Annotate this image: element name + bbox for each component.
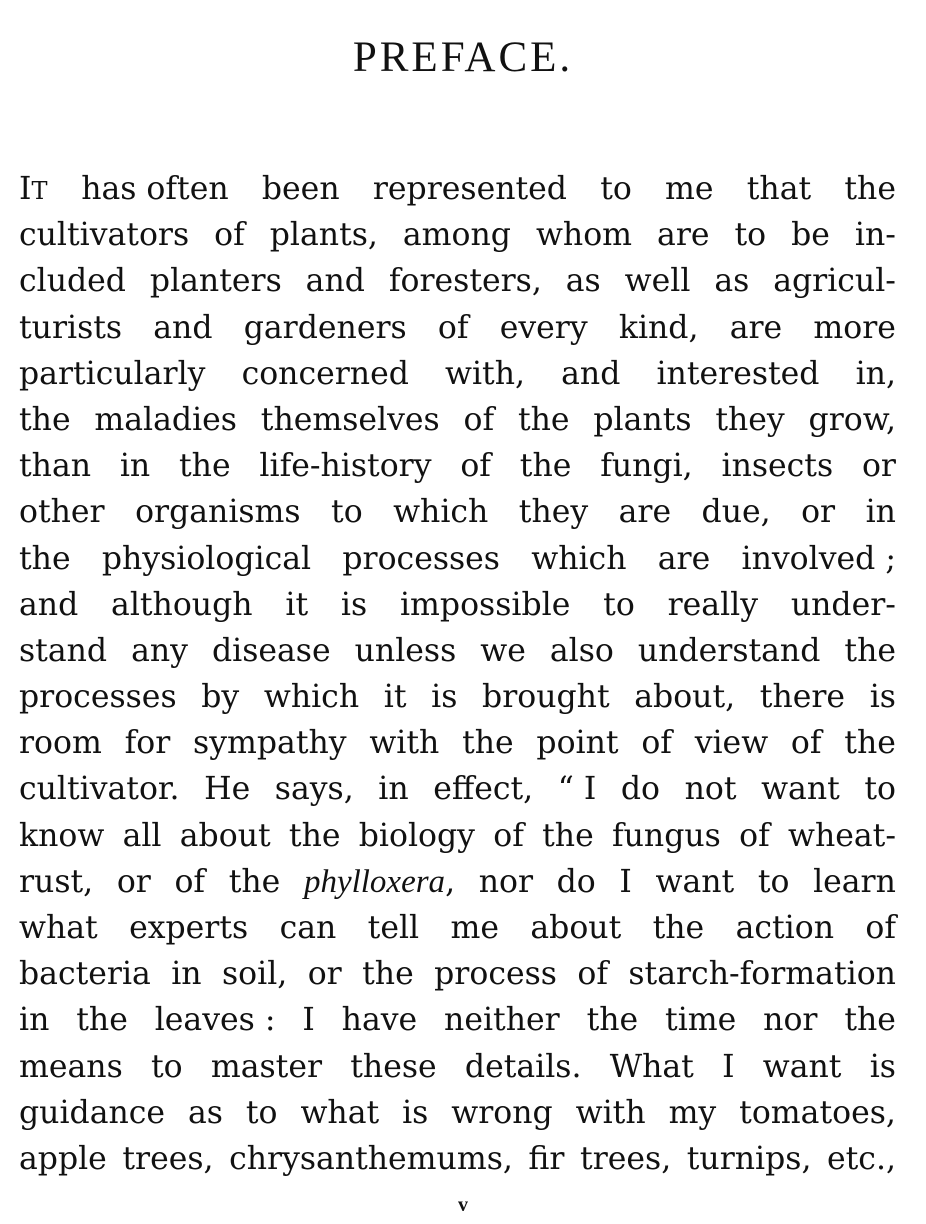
word: nor [763,1002,818,1039]
word: the [844,632,896,669]
text-line [19,397,896,443]
word: of [865,910,896,946]
word: bacteria [19,956,151,993]
word: I [722,1048,735,1085]
word: with [575,1094,646,1131]
word: want [761,771,840,808]
word: to [331,494,363,531]
word: to [734,217,767,254]
text-line [19,582,896,628]
text-line [19,813,896,859]
word: action [735,910,834,946]
word: do [620,771,661,808]
word: really [667,586,759,623]
word: trees, [122,1140,214,1177]
word: interested [656,355,820,392]
word: do [556,863,596,900]
word: He [204,771,251,808]
word: and [19,586,79,623]
word: means [19,1048,123,1085]
word: me [450,910,499,946]
word: point [536,725,619,762]
word: sympathy [193,725,347,762]
text-line [19,951,896,997]
word: particularly [19,355,206,392]
word: gardeners [243,309,407,346]
word: impossible [399,586,571,623]
word: more [813,309,896,346]
text-line [19,859,896,905]
word: that [746,171,812,207]
text-line [19,212,896,258]
word: I [302,1002,315,1039]
word: by [201,679,240,716]
word: it [383,679,407,716]
word: they [518,494,589,531]
word: want [762,1048,842,1085]
word: of [577,956,608,993]
preface-body [19,166,896,1182]
text-line [19,305,896,351]
word: is [340,586,368,623]
word: have [341,1002,418,1039]
word: been [261,171,340,207]
word: as [565,263,601,300]
word: about, [634,679,736,716]
word: whom [535,217,633,254]
word: of [790,725,822,762]
word: the [179,448,231,485]
word: process [434,956,557,993]
word: me [665,171,714,207]
word: experts [129,910,249,946]
word: concerned [241,355,409,392]
word: soil, [222,956,288,993]
text-line [19,905,896,951]
word: in [378,771,409,808]
word: cultivator. [19,771,180,808]
word: which [393,494,489,531]
word: about [179,817,271,854]
word: biology [358,817,475,854]
word: are [618,494,672,531]
word: of [460,448,491,485]
word: nor [478,863,534,900]
word: processes [19,679,177,716]
text-line [19,674,896,720]
word: rust, [19,863,94,900]
word: brought [482,679,610,716]
word: the [586,1002,639,1039]
word: stand [19,632,108,669]
word: although [111,586,253,623]
word: of [174,863,206,900]
word: view [694,725,769,762]
word: cultivators [19,217,190,254]
word: the [517,401,570,438]
word: and [561,355,621,392]
word: kind, [618,309,699,346]
word: than [19,448,92,485]
word: chrysanthemums, [229,1140,513,1177]
word: time [665,1002,737,1039]
word: IT [19,171,48,207]
word: to [757,863,790,900]
word: disease [211,632,331,669]
word: the [228,863,281,900]
word: organisms [135,494,301,531]
word: etc., [827,1140,896,1177]
word: in- [854,217,896,254]
word: foresters, [388,263,542,300]
word: life-history [259,448,432,485]
word: due, [701,494,771,531]
word: which [531,540,627,577]
word: also [549,632,614,669]
word: trees, [580,1140,672,1177]
word: insects [721,448,834,485]
word: want [655,863,735,900]
word: of [493,817,524,854]
word: the [19,401,71,438]
word: the [542,817,594,854]
word: guidance [19,1094,166,1131]
word: it [285,586,309,623]
word: of [463,401,495,438]
word: of [739,817,770,854]
word: the [76,1002,128,1039]
word: of [214,217,245,254]
word: I [619,863,632,900]
word: other [19,494,105,531]
word: they [715,401,785,438]
word: processes [342,540,500,577]
word: these [350,1048,437,1085]
word: any [131,632,188,669]
word: the [844,171,896,207]
word: “ I [557,771,597,808]
word: and [153,309,213,346]
word: for [124,725,171,762]
word: the [519,448,572,485]
word: the [288,817,341,854]
text-line [19,766,896,812]
word: neither [444,1002,560,1039]
word: under- [790,586,896,623]
word: or [801,494,836,531]
word: or [861,448,896,485]
page-number: v [458,1194,468,1216]
word: wrong [451,1094,553,1131]
word: themselves [260,401,440,438]
word: are [657,217,710,254]
word: in, [855,355,896,392]
word: in [865,494,896,531]
word: there [759,679,846,716]
word: be [791,217,830,254]
word: is [869,679,896,716]
text-line [19,720,896,766]
word: are [657,540,711,577]
text-line [19,166,896,212]
word: can [279,910,337,946]
word: effect, [433,771,534,808]
word: or [116,863,151,900]
word: represented [372,171,567,207]
word: my [668,1094,717,1131]
word: to [603,586,635,623]
text-line [19,536,896,582]
word: maladies [94,401,237,438]
word: which [263,679,360,716]
word: details. [464,1048,582,1085]
word: fir [528,1140,565,1177]
word: or [307,956,342,993]
text-line [19,258,896,304]
word: says, [274,771,354,808]
word: all [122,817,162,854]
word: tomatoes, [739,1094,896,1131]
text-line [19,1090,896,1136]
word: the [844,725,896,762]
word: in [119,448,151,485]
text-line [19,997,896,1043]
text-line [19,489,896,535]
word: tell [367,910,420,946]
word: planters [149,263,282,300]
text-line [19,628,896,674]
word: leaves : [154,1002,276,1039]
word: What [609,1048,694,1085]
word: as [187,1094,223,1131]
word: master [210,1048,323,1085]
word: physiological [101,540,312,577]
word: with, [445,355,526,392]
word: with [369,725,440,762]
word: is [431,679,458,716]
word: about [530,910,622,946]
word: well [624,263,691,300]
word: in [171,956,202,993]
word: the [844,1002,896,1039]
word: fungus [611,817,721,854]
word: plants [593,401,692,438]
word: as [714,263,750,300]
word: phylloxera, [303,863,456,900]
word: understand [637,632,821,669]
word: know [19,817,105,854]
word: is [869,1048,896,1085]
word: room [19,725,102,762]
word: plants, [269,217,378,254]
word: fungi, [600,448,693,485]
word: the [462,725,514,762]
word: has often [81,171,229,207]
word: the [19,540,71,577]
word: to [600,171,632,207]
word: are [729,309,783,346]
word: involved ; [741,540,896,577]
word: every [499,309,588,346]
word: not [684,771,737,808]
word: among [402,217,511,254]
word: what [19,910,98,946]
word: of [641,725,672,762]
word: grow, [808,401,896,438]
word: in [19,1002,50,1039]
word: the [652,910,705,946]
word: is [402,1094,429,1131]
word: learn [813,863,896,900]
word: to [864,771,896,808]
text-line [19,1136,896,1182]
page-title: PREFACE. [352,34,574,81]
word: apple [19,1140,107,1177]
word: we [480,632,526,669]
word: unless [354,632,457,669]
word: starch-formation [628,956,896,993]
word: agricul- [773,263,896,300]
word: turists [19,309,123,346]
word: what [300,1094,380,1131]
text-line [19,443,896,489]
text-line [19,351,896,397]
word: wheat- [788,817,896,854]
word: cluded [19,263,126,300]
text-line [19,1044,896,1090]
word: turnips, [686,1140,812,1177]
word: the [362,956,414,993]
word: of [437,309,469,346]
word: and [305,263,365,300]
word: to [150,1048,183,1085]
word: to [245,1094,278,1131]
